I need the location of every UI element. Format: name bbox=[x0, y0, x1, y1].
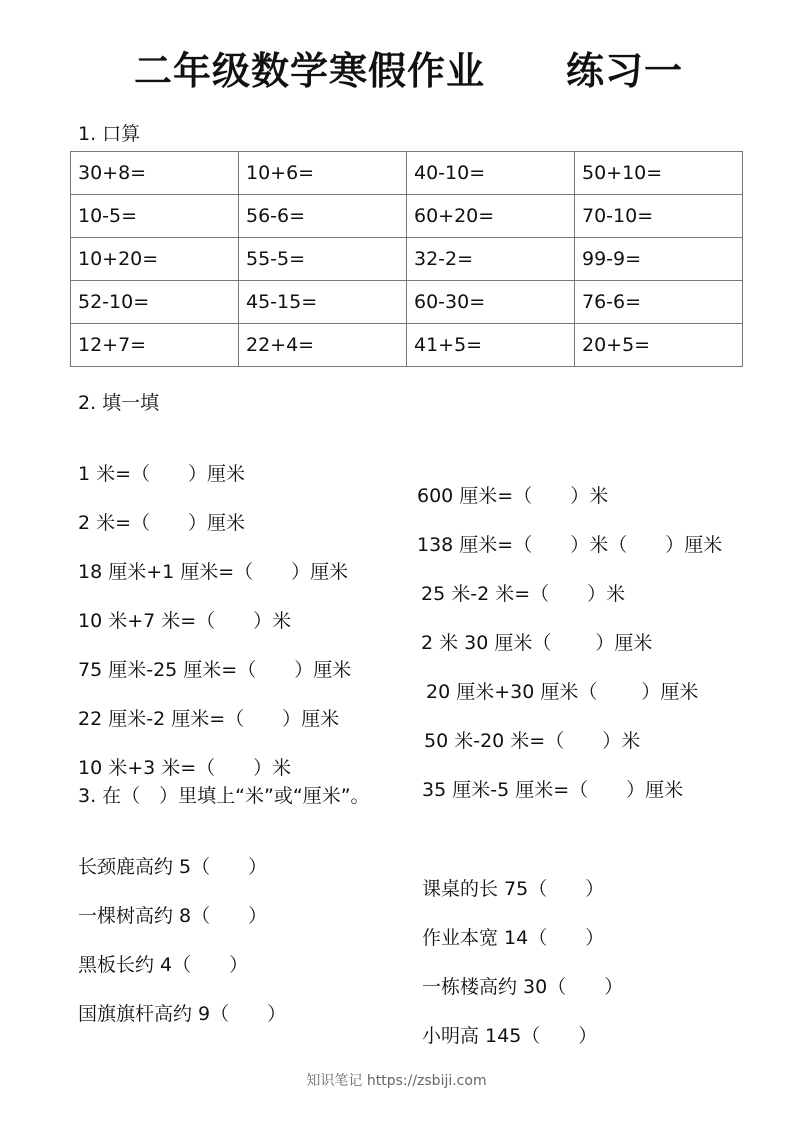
fill-in-item: 1 米=（ ）厘米 bbox=[78, 463, 246, 485]
section-3-heading: 3. 在（ ）里填上“米”或“厘米”。 bbox=[78, 785, 370, 807]
page-title-main: 二年级数学寒假作业 bbox=[134, 48, 486, 93]
table-cell: 22+4= bbox=[239, 324, 407, 367]
fill-in-item: 35 厘米-5 厘米=（ ）厘米 bbox=[422, 779, 684, 801]
fill-in-item: 25 米-2 米=（ ）米 bbox=[421, 583, 626, 605]
table-row bbox=[71, 152, 743, 195]
unit-item: 国旗旗杆高约 9（ ） bbox=[78, 1003, 287, 1025]
fill-in-item: 2 米=（ ）厘米 bbox=[78, 512, 246, 534]
table-row bbox=[71, 195, 743, 238]
fill-in-item: 10 米+3 米=（ ）米 bbox=[78, 757, 292, 779]
unit-item: 作业本宽 14（ ） bbox=[422, 927, 605, 949]
fill-in-item: 2 米 30 厘米（ ）厘米 bbox=[421, 632, 653, 654]
fill-in-item: 75 厘米-25 厘米=（ ）厘米 bbox=[78, 659, 352, 681]
unit-row bbox=[0, 977, 793, 1047]
mental-math-table bbox=[70, 151, 743, 367]
fill-in-item: 20 厘米+30 厘米（ ）厘米 bbox=[426, 681, 699, 703]
unit-item: 课桌的长 75（ ） bbox=[422, 878, 605, 900]
table-cell: 60+20= bbox=[407, 195, 575, 238]
table-cell: 10+20= bbox=[71, 238, 239, 281]
table-cell: 40-10= bbox=[407, 152, 575, 195]
unit-item: 一棵树高约 8（ ） bbox=[78, 905, 268, 927]
table-cell: 45-15= bbox=[239, 281, 407, 324]
table-cell: 12+7= bbox=[71, 324, 239, 367]
unit-item: 长颈鹿高约 5（ ） bbox=[78, 856, 268, 878]
footer-watermark: 知识笔记 https://zsbiji.com bbox=[306, 1073, 487, 1089]
table-row bbox=[71, 281, 743, 324]
table-cell: 99-9= bbox=[575, 238, 743, 281]
fill-in-item: 50 米-20 米=（ ）米 bbox=[424, 730, 641, 752]
table-cell: 32-2= bbox=[407, 238, 575, 281]
table-cell: 56-6= bbox=[239, 195, 407, 238]
table-row bbox=[71, 238, 743, 281]
table-cell: 52-10= bbox=[71, 281, 239, 324]
fill-in-item: 600 厘米=（ ）米 bbox=[417, 485, 609, 507]
fill-in-item: 18 厘米+1 厘米=（ ）厘米 bbox=[78, 561, 349, 583]
table-cell: 55-5= bbox=[239, 238, 407, 281]
unit-item: 小明高 145（ ） bbox=[422, 1025, 598, 1047]
table-cell: 30+8= bbox=[71, 152, 239, 195]
table-cell: 50+10= bbox=[575, 152, 743, 195]
table-cell: 70-10= bbox=[575, 195, 743, 238]
table-cell: 10-5= bbox=[71, 195, 239, 238]
fill-in-item: 22 厘米-2 厘米=（ ）厘米 bbox=[78, 708, 340, 730]
table-cell: 76-6= bbox=[575, 281, 743, 324]
table-row bbox=[71, 324, 743, 367]
page-title-sub: 练习一 bbox=[566, 48, 684, 93]
table-cell: 10+6= bbox=[239, 152, 407, 195]
unit-item: 黑板长约 4（ ） bbox=[78, 954, 249, 976]
unit-item: 一栋楼高约 30（ ） bbox=[422, 976, 624, 998]
section-1-heading: 1. 口算 bbox=[78, 123, 141, 145]
section-2-heading: 2. 填一填 bbox=[78, 392, 160, 414]
fill-in-item: 10 米+7 米=（ ）米 bbox=[78, 610, 292, 632]
fill-in-item: 138 厘米=（ ）米（ ）厘米 bbox=[417, 534, 723, 556]
table-cell: 60-30= bbox=[407, 281, 575, 324]
table-cell: 20+5= bbox=[575, 324, 743, 367]
table-cell: 41+5= bbox=[407, 324, 575, 367]
